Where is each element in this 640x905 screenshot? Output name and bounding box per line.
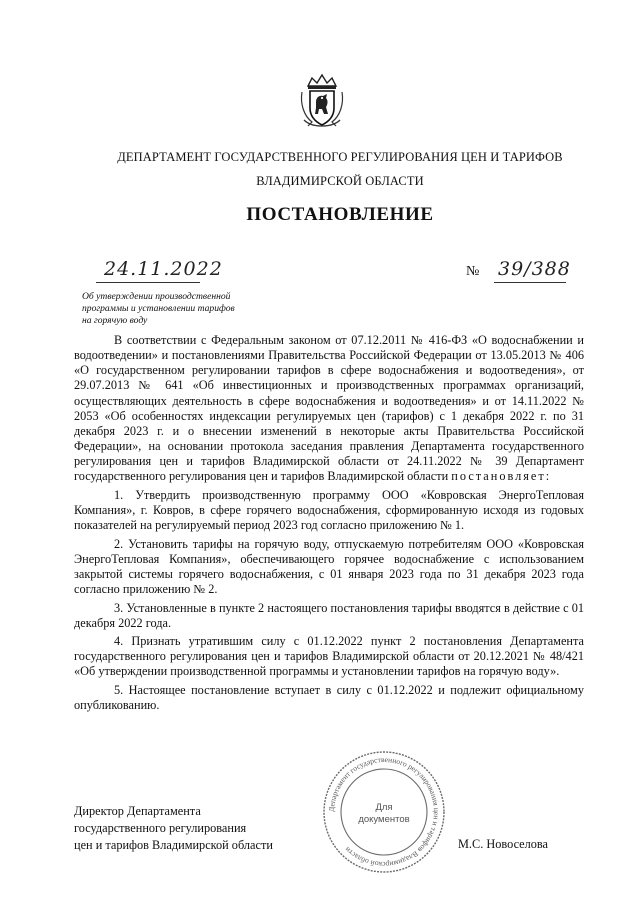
clause-2: 2. Установить тарифы на горячую воду, отпускаемую потребителям ООО «Ковровская ЭнергоТепловая Компания», обеспечивающего горячее водоснабжение с использованием закрытой системы горячего водоснабжения, с 01 января 2023 года по 31 декабря 2023 года согласно приложению № 2. <box>74 536 584 597</box>
signatory-name: М.С. Новоселова <box>458 837 549 851</box>
department-name-line2: ВЛАДИМИРСКОЙ ОБЛАСТИ <box>256 174 424 188</box>
resolves-word: постановляет: <box>451 469 552 484</box>
document-title: ПОСТАНОВЛЕНИЕ <box>246 204 434 225</box>
signatory-position <box>74 803 273 854</box>
subject-line: на горячую воду <box>82 315 148 326</box>
clause-4: 4. Признать утратившим силу с 01.12.2022 пункт 2 постановления Департамента государственного регулирования цен и тарифов Владимирской области от 20.12.2021 № 48/421 «Об утверждении производственной программы и установлении тарифов на горячую воду». <box>74 634 584 679</box>
position-line: Директор Департамента <box>74 804 201 818</box>
document-number: 39/388 <box>498 258 571 280</box>
clause-3: 3. Установленные в пункте 2 настоящего постановления тарифы вводятся в действие с 01 декабря 2022 года. <box>74 600 584 630</box>
clause-5: 5. Настоящее постановление вступает в силу с 01.12.2022 и подлежит официальному опубликованию. <box>74 682 584 713</box>
subject-line: Об утверждении производственной <box>82 291 231 302</box>
position-line: государственного регулирования <box>74 821 247 835</box>
document-subject <box>82 291 282 327</box>
department-name-line1: ДЕПАРТАМЕНТ ГОСУДАРСТВЕННОГО РЕГУЛИРОВАНИЯ ЦЕН И ТАРИФОВ <box>117 150 563 164</box>
official-stamp <box>322 750 446 874</box>
date-underline <box>96 282 200 283</box>
clause-1: 1. Утвердить производственную программу ООО «Ковровская ЭнергоТепловая Компания», г. Ковров, в сфере горячего водоснабжения, сформированную исходя из годовых показателей на регулируемый период 2023 год согласно приложению № 1. <box>74 487 584 533</box>
number-sign: № <box>466 264 480 279</box>
stamp-inner-line1: Для <box>375 802 393 813</box>
stamp-inner-line2: документов <box>358 814 410 825</box>
document-date: 24.11.2022 <box>104 258 223 280</box>
stamp-ring-text: Департамент государственного регулирования цен и тарифов Владимирской области <box>326 754 442 870</box>
preamble-paragraph <box>74 333 584 485</box>
position-line: цен и тарифов Владимирской области <box>74 838 273 852</box>
number-underline <box>494 282 566 283</box>
document-body <box>74 333 584 717</box>
preamble-text: В соответствии с Федеральным законом от 07.12.2011 № 416-ФЗ «О водоснабжении и водоотведении» и постановлениями Правительства Российской Федерации от 13.05.2013 № 406 «О государственном регулировании тарифов в сфере водоснабжения и водоотведения», от 29.07.2013 № 641 «Об инвестиционных и производственных программах организаций, осуществляющих деятельность в сфере водоснабжения и водоотведения» и от 14.11.2022 № 2053 «Об особенностях индексации регулируемых цен (тарифов) с 1 декабря 2022 г. по 31 декабря 2023 г. и о внесении изменений в некоторые акты Правительства Российской Федерации», на основании протокола заседания правления Департамента государственного регулирования цен и тарифов Владимирской области от 24.11.2022 № 39 Департамент государственного регулирования цен и тарифов Владимирской области <box>74 333 584 484</box>
subject-line: программы и установлении тарифов <box>82 303 235 314</box>
coat-of-arms-icon <box>298 70 346 130</box>
